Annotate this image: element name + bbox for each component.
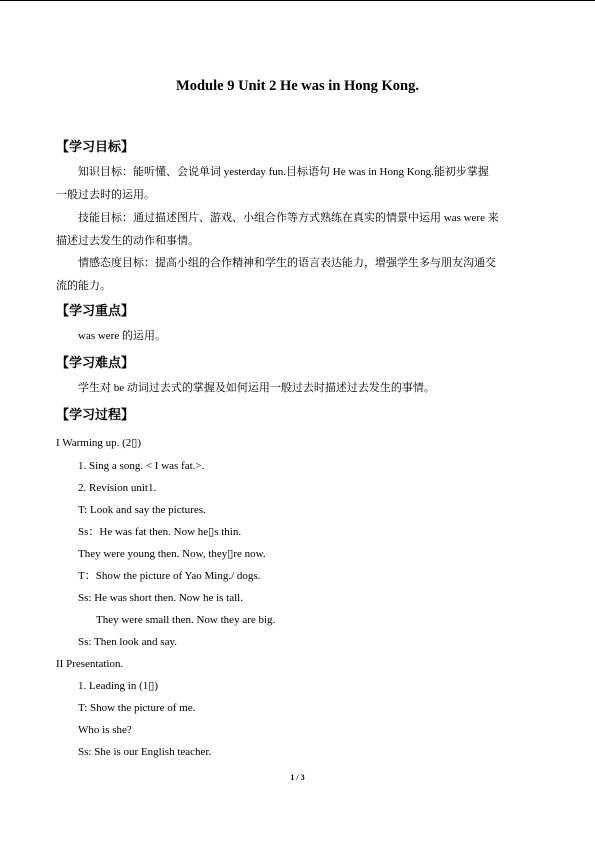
process-line: Who is she?	[78, 724, 132, 736]
process-line: T：Show the picture of Yao Ming./ dogs.	[78, 570, 261, 582]
page-number: 1 / 3	[290, 773, 305, 782]
objectives-line: 一般过去时的运用。	[56, 189, 155, 201]
objectives-line: 技能目标：通过描述图片、游戏、小组合作等方式熟练在真实的情景中运用 was were 来	[78, 212, 499, 224]
process-line: 2. Revision unit1.	[78, 482, 157, 494]
objectives-line: 描述过去发生的动作和事情。	[56, 235, 199, 247]
objectives-line: 情感态度目标：提高小组的合作精神和学生的语言表达能力，增强学生多与朋友沟通交	[78, 257, 496, 269]
process-line: Ss: Then look and say.	[78, 636, 177, 648]
process-line: 1. Sing a song. < I was fat.>.	[78, 460, 205, 472]
key-points-heading: 【学习重点】	[56, 304, 135, 319]
top-border-line	[0, 0, 595, 1]
process-line: Ss: She is our English teacher.	[78, 746, 212, 758]
process-line: 1. Leading in (1▯)	[78, 680, 158, 692]
process-line: Ss：He was fat then. Now he▯s thin.	[78, 526, 242, 538]
process-line: Ss: He was short then. Now he is tall.	[78, 592, 243, 604]
objectives-line: 流的能力。	[56, 280, 111, 292]
objectives-heading: 【学习目标】	[56, 140, 135, 155]
process-line: T: Look and say the pictures.	[78, 504, 206, 516]
process-line: II Presentation.	[56, 658, 124, 670]
process-heading: 【学习过程】	[56, 408, 135, 423]
difficulties-line: 学生对 be 动词过去式的掌握及如何运用一般过去时描述过去发生的事情。	[78, 382, 435, 394]
process-line: They were small then. Now they are big.	[96, 614, 276, 626]
key-points-line: was were 的运用。	[78, 330, 166, 342]
process-line: I Warming up. (2▯)	[56, 437, 142, 449]
difficulties-heading: 【学习难点】	[56, 356, 135, 371]
document-title: Module 9 Unit 2 He was in Hong Kong.	[176, 78, 419, 94]
objectives-line: 知识目标：能听懂、会说单词 yesterday fun.目标语句 He was in Hong Kong.能初步掌握	[78, 166, 489, 178]
process-line: They were young then. Now, they▯re now.	[78, 548, 266, 560]
process-line: T: Show the picture of me.	[78, 702, 196, 714]
